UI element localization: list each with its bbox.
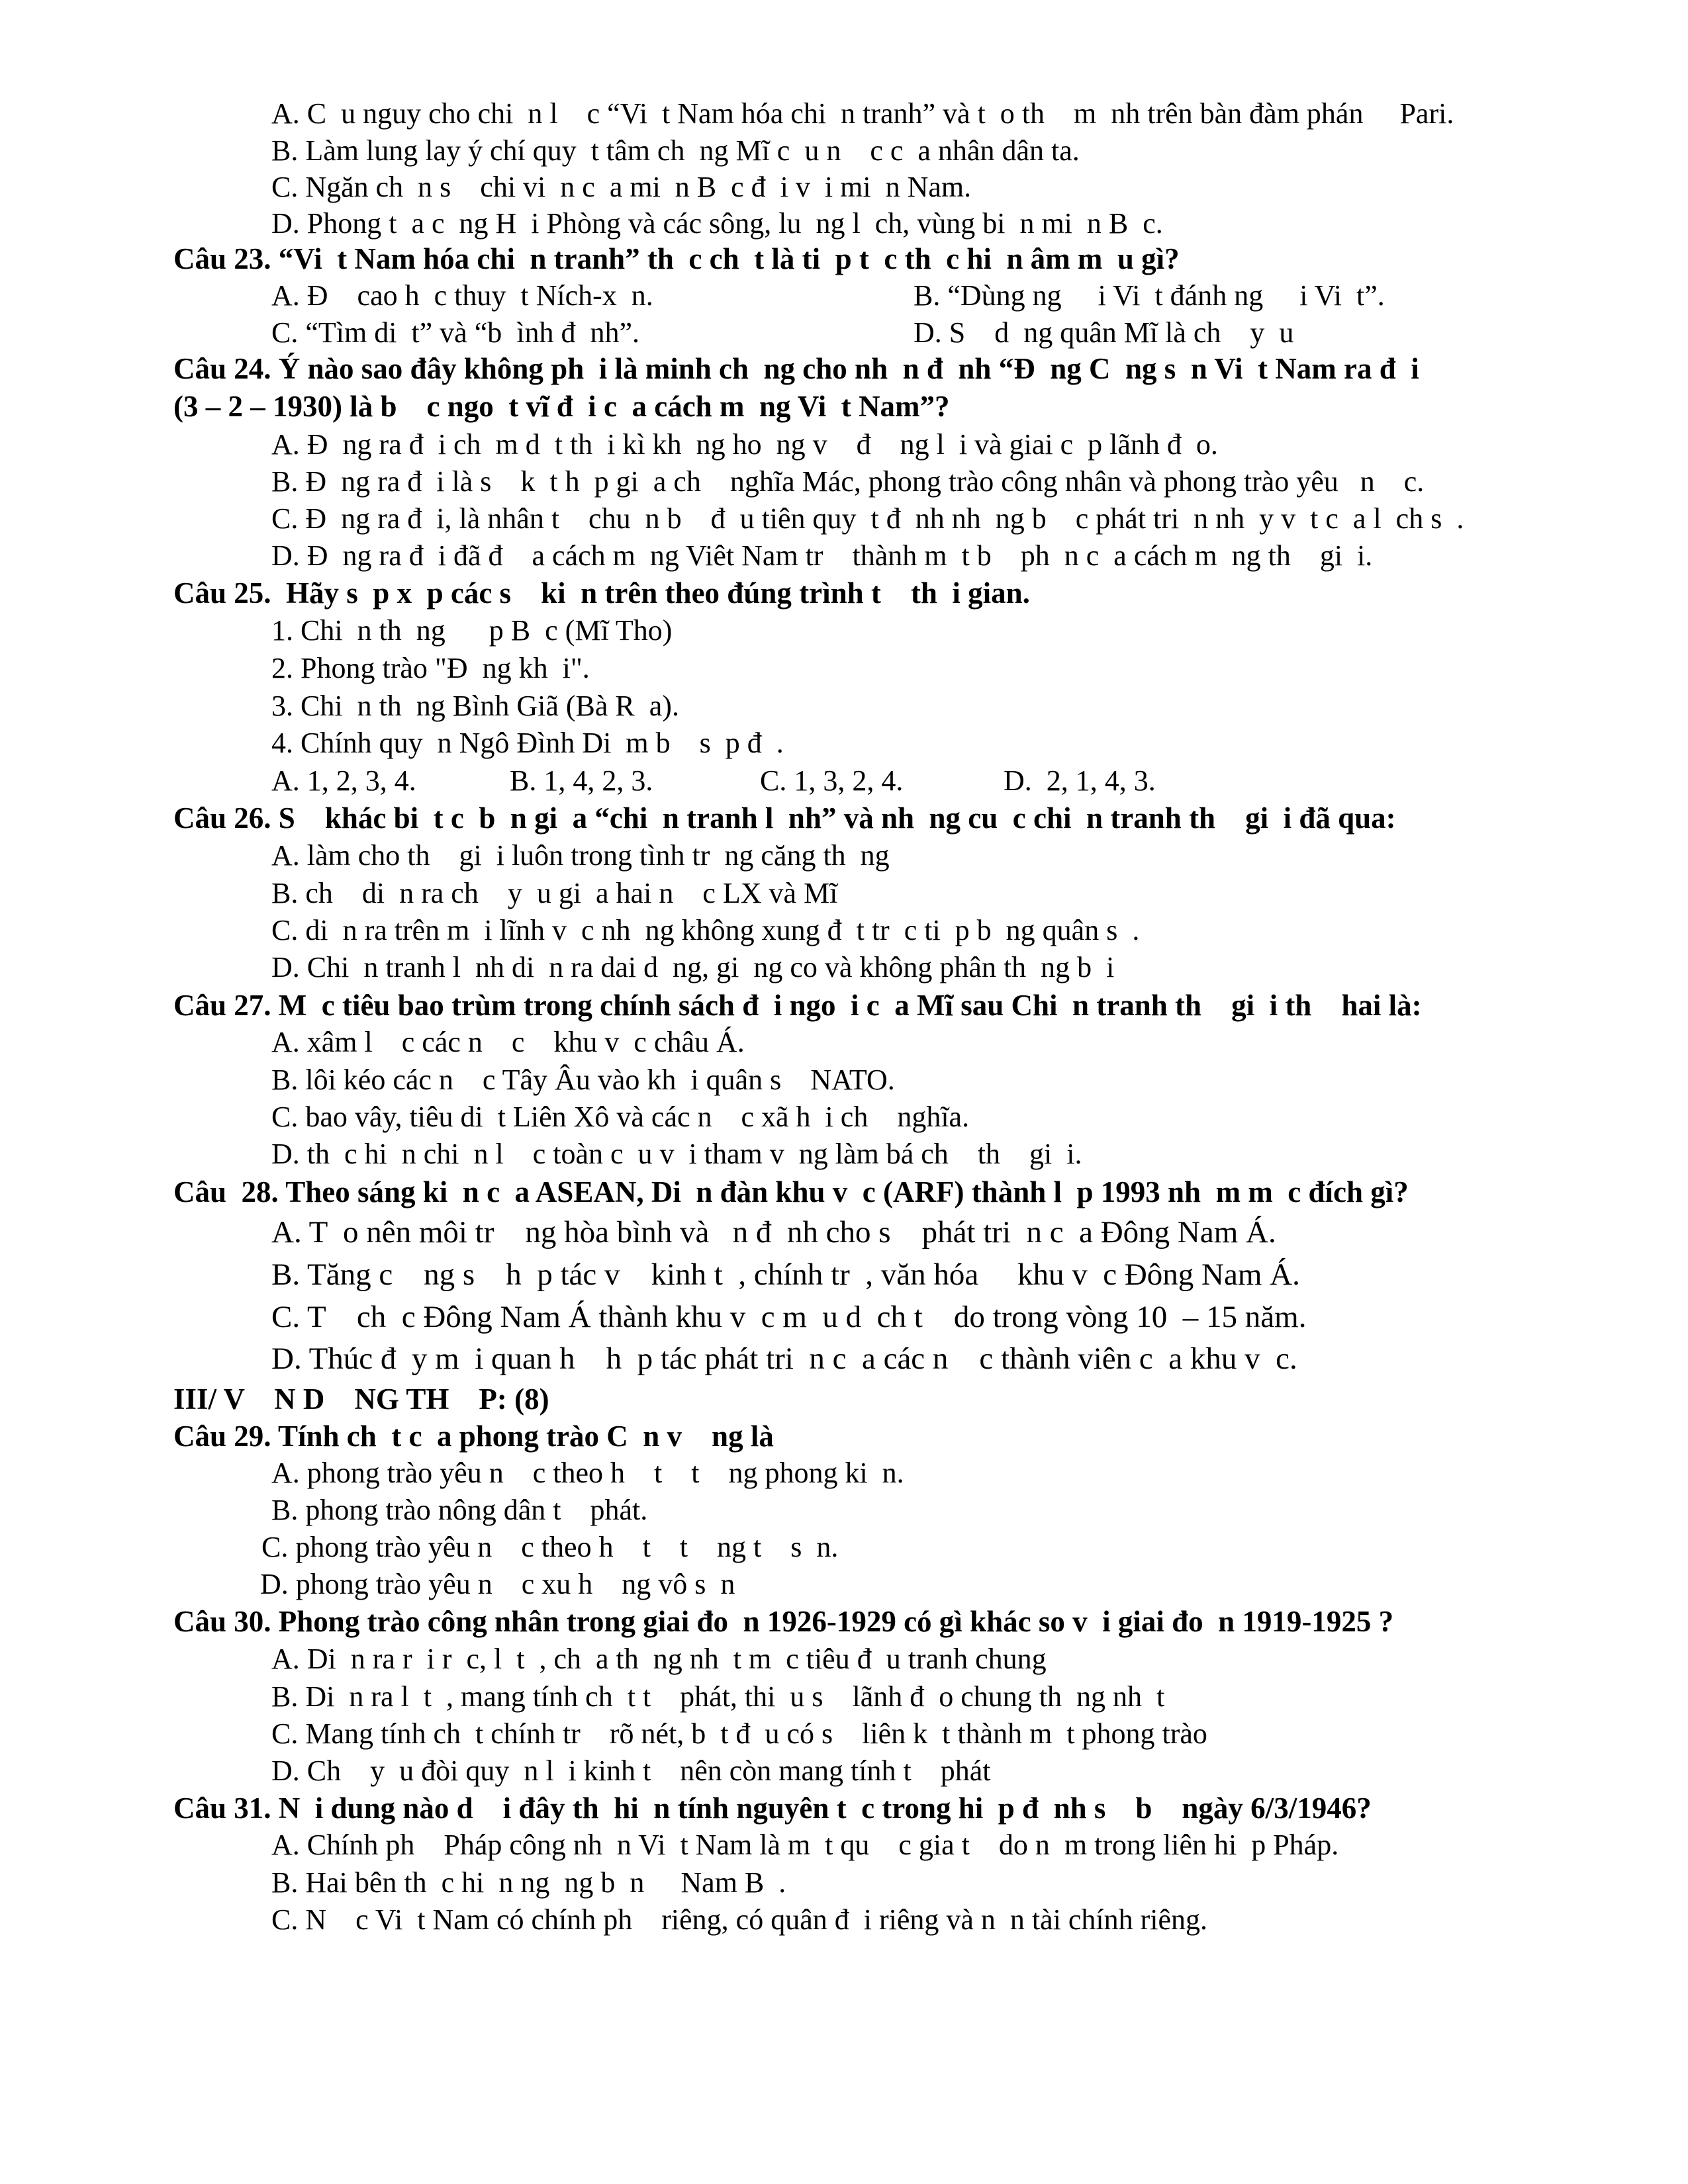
q24-option-b: B. Đ ng ra đ i là s k t h p gi a ch nghĩa Mác, phong trào công nhân và phong trào yêu n c. [271, 465, 1425, 498]
q28-option-c: C. T ch c Đông Nam Á thành khu v c m u d ch t do trong vòng 10 – 15 năm. [271, 1300, 1307, 1334]
q25-option-b: B. 1, 4, 2, 3. [510, 764, 653, 797]
q23-option-c: C. “Tìm di t” và “b ình đ nh”. [271, 316, 639, 349]
q24-option-c: C. Đ ng ra đ i, là nhân t chu n b đ u tiên quy t đ nh nh ng b c phát tri n nh y v t c a l ch s . [271, 502, 1464, 535]
q25-event-4: 4. Chính quy n Ngô Đình Di m b s p đ . [271, 727, 784, 759]
q23-option-b: B. “Dùng ng i Vi t đánh ng i Vi t”. [914, 279, 1385, 312]
section-heading-iii: III/ V N D NG TH P: (8) [173, 1383, 549, 1416]
q30-option-d: D. Ch y u đòi quy n l i kinh t nên còn mang tính t phát [271, 1754, 991, 1787]
q29-option-d: D. phong trào yêu n c xu h ng vô s n [260, 1568, 735, 1600]
q23-option-d: D. S d ng quân Mĩ là ch y u [914, 316, 1294, 349]
q25-option-a: A. 1, 2, 3, 4. [271, 764, 416, 797]
q27-option-d: D. th c hi n chi n l c toàn c u v i tham v ng làm bá ch th gi i. [271, 1138, 1082, 1170]
q29-option-c: C. phong trào yêu n c theo h t t ng t s n. [261, 1531, 839, 1563]
question-29: Câu 29. Tính ch t c a phong trào C n v ng là [173, 1420, 774, 1453]
q22-option-d: D. Phong t a c ng H i Phòng và các sông, lu ng l ch, vùng bi n mi n B c. [271, 207, 1163, 240]
q26-option-a: A. làm cho th gi i luôn trong tình tr ng căng th ng [271, 839, 890, 872]
question-23: Câu 23. “Vi t Nam hóa chi n tranh” th c ch t là ti p t c th c hi n âm m u gì? [173, 242, 1180, 275]
q26-option-d: D. Chi n tranh l nh di n ra dai d ng, gi ng co và không phân th ng b i [271, 951, 1115, 983]
q27-option-b: B. lôi kéo các n c Tây Âu vào kh i quân s NATO. [271, 1064, 895, 1096]
q31-option-a: A. Chính ph Pháp công nh n Vi t Nam là m t qu c gia t do n m trong liên hi p Pháp. [271, 1829, 1339, 1861]
q30-option-c: C. Mang tính ch t chính tr rõ nét, b t đ u có s liên k t thành m t phong trào [271, 1717, 1207, 1750]
question-31: Câu 31. N i dung nào d i đây th hi n tính nguyên t c trong hi p đ nh s b ngày 6/3/1946? [173, 1792, 1372, 1825]
q27-option-a: A. xâm l c các n c khu v c châu Á. [271, 1026, 745, 1058]
q24-option-a: A. Đ ng ra đ i ch m d t th i kì kh ng ho ng v đ ng l i và giai c p lãnh đ o. [271, 428, 1218, 461]
q22-option-a: A. C u nguy cho chi n l c “Vi t Nam hóa chi n tranh” và t o th m nh trên bàn đàm phán Pari. [271, 97, 1454, 130]
q22-option-c: C. Ngăn ch n s chi vi n c a mi n B c đ i v i mi n Nam. [271, 171, 972, 203]
q30-option-a: A. Di n ra r i r c, l t , ch a th ng nh t m c tiêu đ u tranh chung [271, 1643, 1047, 1675]
q24-option-d: D. Đ ng ra đ i đã đ a cách m ng Viêt Nam tr thành m t b ph n c a cách m ng th gi i. [271, 539, 1373, 572]
q25-event-1: 1. Chi n th ng p B c (Mĩ Tho) [271, 614, 673, 647]
q28-option-d: D. Thúc đ y m i quan h h p tác phát tri n c a các n c thành viên c a khu v c. [271, 1342, 1297, 1376]
question-24-cont: (3 – 2 – 1930) là b c ngo t vĩ đ i c a cách m ng Vi t Nam”? [173, 390, 950, 423]
q25-option-c: C. 1, 3, 2, 4. [760, 764, 904, 797]
q25-option-d: D. 2, 1, 4, 3. [1004, 764, 1156, 797]
q26-option-c: C. di n ra trên m i lĩnh v c nh ng không xung đ t tr c ti p b ng quân s . [271, 914, 1140, 946]
q26-option-b: B. ch di n ra ch y u gi a hai n c LX và Mĩ [271, 877, 838, 909]
question-28: Câu 28. Theo sáng ki n c a ASEAN, Di n đàn khu v c (ARF) thành l p 1993 nh m m c đích gì? [173, 1175, 1409, 1208]
question-26: Câu 26. S khác bi t c b n gi a “chi n tranh l nh” và nh ng cu c chi n tranh th gi i đã qua: [173, 801, 1396, 835]
q29-option-a: A. phong trào yêu n c theo h t t ng phong ki n. [271, 1457, 904, 1489]
q27-option-c: C. bao vây, tiêu di t Liên Xô và các n c xã h i ch nghĩa. [271, 1101, 970, 1133]
q31-option-b: B. Hai bên th c hi n ng ng b n Nam B . [271, 1866, 786, 1899]
q30-option-b: B. Di n ra l t , mang tính ch t t phát, thi u s lãnh đ o chung th ng nh t [271, 1680, 1165, 1713]
question-25: Câu 25. Hãy s p x p các s ki n trên theo đúng trình t th i gian. [173, 576, 1030, 610]
q25-event-3: 3. Chi n th ng Bình Giã (Bà R a). [271, 690, 679, 722]
question-27: Câu 27. M c tiêu bao trùm trong chính sách đ i ngo i c a Mĩ sau Chi n tranh th gi i th hai là: [173, 989, 1422, 1022]
q25-event-2: 2. Phong trào "Đ ng kh i". [271, 652, 590, 684]
q23-option-a: A. Đ cao h c thuy t Ních-x n. [271, 279, 653, 312]
q28-option-a: A. T o nên môi tr ng hòa bình và n đ nh cho s phát tri n c a Đông Nam Á. [271, 1215, 1276, 1250]
q31-option-c: C. N c Vi t Nam có chính ph riêng, có quân đ i riêng và n n tài chính riêng. [271, 1903, 1208, 1936]
question-30: Câu 30. Phong trào công nhân trong giai đo n 1926-1929 có gì khác so v i giai đo n 1919-1925 ? [173, 1605, 1394, 1638]
question-24: Câu 24. Ý nào sao đây không ph i là minh ch ng cho nh n đ nh “Đ ng C ng s n Vi t Nam ra đ i [173, 352, 1419, 385]
q28-option-b: B. Tăng c ng s h p tác v kinh t , chính tr , văn hóa khu v c Đông Nam Á. [271, 1257, 1300, 1292]
q22-option-b: B. Làm lung lay ý chí quy t tâm ch ng Mĩ c u n c c a nhân dân ta. [271, 134, 1080, 167]
q29-option-b: B. phong trào nông dân t phát. [271, 1494, 648, 1526]
